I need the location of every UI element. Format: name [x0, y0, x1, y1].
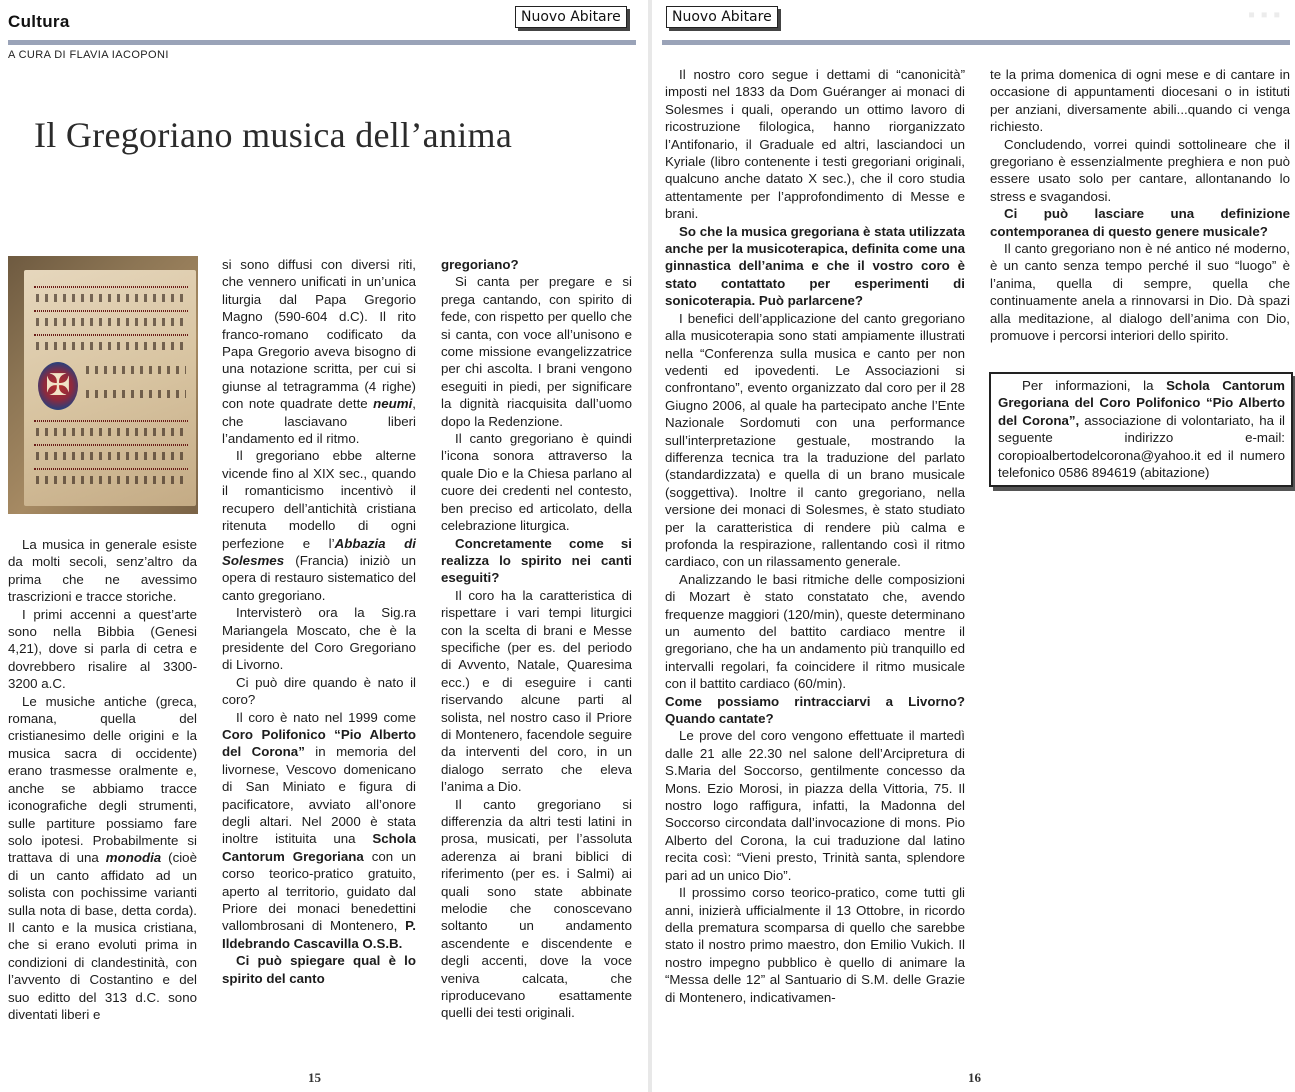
manuscript-page	[24, 270, 196, 506]
section-label: Cultura	[8, 12, 70, 31]
paragraph: Analizzando le basi ritmiche delle composizioni di Mozart è stato constatato che, avendo frequenze maggiori (120/min), queste determinano un aumento del battito cardiaco mentre il gregoriano, che ha un andamento più tranquillo ed intervalli regolari, fa coincidere il ritmo musicale con il battito cardiaco (60/min).	[665, 571, 965, 692]
paragraph: I benefici dell’applicazione del canto gregoriano alla musicoterapia sono stati ampiamente illustrati nella “Conferenza sulla musica e canto per non vedenti ed ipovedenti. Le Associazioni si confrontano”, evento organizzato dal coro per il 28 Giugno 2006, al quale ha partecipato anche l’Ente Nazionale Sordomuti con una performance sull’interpretazione gestuale, mostrando la differenza tecnica tra la traduzione del parlato (standardizzata) e quella di un brano musicale (soggettiva). Inoltre il canto gregoriano, nella versione dei monaci di Solesmes, è stato studiato per la caratteristica di rendere più calma e profonda la respirazione, rallentando così il ritmo cardiaco, con un rilassamento generale.	[665, 310, 965, 570]
abbey-name: Abbazia di Solesmes	[222, 535, 416, 568]
paragraph: Il canto gregoriano è quindi l’icona sonora attraverso la quale Dio e la Chiesa parlano al cuore dei credenti nel contesto, ben preciso ed articolato, della celebrazione liturgica.	[441, 431, 632, 534]
interview-question: So che la musica gregoriana è stata utilizzata anche per la musicoterapica, definita come una ginnastica dell’anima e che il vostro coro è stato contattato per esperimenti di sonicoterapia. Può parlarcene?	[665, 223, 965, 309]
article-column-5	[990, 66, 1290, 345]
organization-name: Schola Cantorum Gregoriana del Coro Polifonico “Pio Alberto del Corona”,	[998, 378, 1285, 428]
paragraph: La musica in generale esiste da molti secoli, senz’altro da prima che ne avessimo trascrizioni e tracce storiche.	[8, 537, 197, 605]
paragraph: I primi accenni a quest’arte sono nella Bibbia (Genesi 4,21), dove si parla di cetra e dovrebbero risalire al 3300-3200 a.C.	[8, 606, 197, 692]
paragraph: Si canta per pregare e si prega cantando, con spirito di fede, con rispetto per quello che si canta, con voce all’unisono e come missione evangelizzatrice per chi ascolta. I brani vengono eseguiti in piedi, per significare la dignità riacquisita dall’uomo dopo la Redenzione.	[441, 274, 632, 429]
illuminated-initial: ✠	[38, 362, 78, 410]
article-column-1	[8, 536, 197, 1023]
term-monodia: monodia	[105, 850, 162, 866]
paragraph: Il prossimo corso teorico-pratico, come tutti gli anni, inizierà ufficialmente il 13 Ottobre, in ricordo della prematura scomparsa di quello che sarebbe stato il nostro primo maestro, don Emilio Vukich. Il nostro impegno pubblico è quello di animare la “Messa delle 12” al Santuario di S.M. delle Grazie di Montenero, indicativamen-	[665, 885, 965, 1005]
paragraph: Il canto gregoriano non è né antico né moderno, è un canto senza tempo perché il suo “luogo” è l’anima, quella di sempre, quella che continuamente anela a rinnovarsi in Dio. Dà spazi alla meditazione, al dialogo dell’anima con Dio, promuove i percorsi interiori dello spirito.	[990, 241, 1290, 344]
paragraph: Le musiche antiche (greca, romana, quella del cristianesimo delle origini e la musica sacra di occidente) erano trasmesse oralmente e, anche se abbiamo tracce iconografiche degli strumenti, sulle partiture possiamo fare solo ipotesi. Probabilmente si trattava di una monodia (cioè di un canto affidato ad un solista con pochissime varianti sulla nota di base, detta corda). Il canto e la musica cristiana, che si erano evoluti prima in condizioni di clandestinità, con l’avvento di Costantino e del suo editto del 313 d.C. sono diventati liberi e	[8, 693, 197, 1022]
manuscript-photo	[8, 256, 198, 514]
paragraph: te la prima domenica di ogni mese e di cantare in occasione di appuntamenti diocesani o in istituti per anziani, diversamente abili...quando ci venga richiesto.	[990, 67, 1290, 135]
paragraph: Il nostro coro segue i dettami di “canonicità” imposti nel 1833 da Dom Guéranger ai monaci di Solesmes i quali, operando un ottimo lavoro di ricostruzione filologica, hanno riorganizzato l’Antifonario, il Graduale ed altri, lasciandoci un Kyriale (libro contenente i testi gregoriani originali, qualcuno anche datato X sec.), che il coro studia attentamente per l’approfondimento di Messe e brani.	[665, 67, 965, 222]
interview-question: Concretamente come si realizza lo spirito nei canti eseguiti?	[441, 535, 632, 586]
term-neumi: neumi	[373, 396, 413, 412]
page-number: 15	[308, 1070, 321, 1085]
priest-name: P. Ildebrando Cascavilla O.S.B.	[222, 918, 416, 951]
paragraph: si sono diffusi con diversi riti, che vennero unificati in un’unica liturgia dal Papa Gregorio Magno (590-604 d.C). Il rito franco-romano codificato da Papa Gregorio aveva bisogno di una notazione scritta, per cui si giunse al tetragramma (4 righe) con note quadrate dette neumi, che lasciavano liberi l’andamento ed il ritmo.	[222, 257, 416, 447]
byline: A CURA DI FLAVIA IACOPONI	[8, 49, 169, 61]
interview-question: Ci può lasciare una definizione contemporanea di questo genere musicale?	[990, 206, 1290, 239]
paragraph: Le prove del coro vengono effettuate il martedì dalle 21 alle 22.30 nel salone dell’Arcipretura di S.Maria del Soccorso, gentilmente concesso da Mons. Ezio Morosi, in piazza della Vittoria, 75. Il nostro logo raffigura, infatti, la Madonna del Soccorso circondata dall’invocazione di mons. Pio Alberto del Corona, la cui traduzione dal latino recita così: “Vieni presto, Trinità santa, splendore pari ad un unico Dio”.	[665, 728, 965, 883]
masthead-label: Nuovo Abitare	[515, 6, 627, 28]
schola-name: Schola Cantorum Gregoriana	[222, 831, 416, 864]
right-page	[652, 0, 1295, 1092]
header-rule	[662, 40, 1290, 45]
paragraph: Il canto gregoriano si differenzia da altri testi latini in prosa, musicati, per l’assoluta aderenza ai brani biblici di riferimento (per es. i Salmi) ai quali sono state abbinate melodie che conoscevano soltanto un andamento ascendente e discendente e degli accenti, dove la voce veniva calcata, che riproducevano esattamente quelli dei testi originali.	[441, 796, 632, 1021]
page-number: 16	[968, 1070, 981, 1085]
interview-question: gregoriano?	[441, 257, 519, 272]
paragraph: Il coro è nato nel 1999 come Coro Polifonico “Pio Alberto del Corona” in memoria del livornese, Vescovo domenicano di San Miniato e figura di pacificatore, avviato all’onore degli altari. Nel 2000 è stata inoltre istituita una Schola Cantorum Gregoriana con un corso teorico-pratico gratuito, aperto al territorio, guidato dal Priore dei monaci benedettini vallombrosani di Montenero, P. Ildebrando Cascavilla O.S.B.	[222, 709, 416, 951]
paragraph: Ci può dire quando è nato il coro?	[222, 674, 416, 708]
article-column-3	[441, 256, 632, 1022]
header-rule	[8, 40, 636, 45]
article-column-4	[665, 66, 965, 1006]
paragraph: Il coro ha la caratteristica di rispettare i vari tempi liturgici con la scelta di brani e Messe specifiche (per es. del periodo di Avvento, Natale, Quaresima ecc.) e di eseguire i canti riservando alcune parti al solista, nel nostro caso il Priore di Montenero, facendole seguire da interventi del coro, in un dialogo serrato che eleva l’anima a Dio.	[441, 587, 632, 795]
choir-name: Coro Polifonico “Pio Alberto del Corona”	[222, 726, 416, 760]
paragraph: Intervisterò ora la Sig.ra Mariangela Moscato, che è la presidente del Coro Gregoriano di Livorno.	[222, 605, 416, 673]
paragraph: Concludendo, vorrei quindi sottolineare che il gregoriano è essenzialmente preghiera e non può essere usato solo per cantare, allontanando lo stress e svagandosi.	[990, 136, 1290, 204]
interview-question: Ci può spiegare qual è lo spirito del canto	[222, 953, 416, 986]
article-column-2	[222, 256, 416, 987]
article-headline: Il Gregoriano musica dell’anima	[34, 115, 513, 155]
contact-text: Per informazioni, la Schola Cantorum Gregoriana del Coro Polifonico “Pio Alberto del Corona”, associazione di volontariato, ha il seguente indirizzo e-mail: coropioalbertodelcorona@yahoo.it ed il numero telefonico 0586 894619 (abitazione)	[998, 378, 1285, 481]
contact-info-box	[989, 372, 1293, 487]
bleed-through-text: ▪ ▪ ▪	[1248, 4, 1281, 26]
masthead-label: Nuovo Abitare	[666, 6, 778, 28]
interview-question: Come possiamo rintracciarvi a Livorno? Quando cantate?	[665, 693, 965, 727]
paragraph: Il gregoriano ebbe alterne vicende fino al XIX sec., quando il romanticismo incentivò il recupero dell’antichità cristiana ritenuta modello di ogni perfezione e l’Abbazia di Solesmes (Francia) iniziò un opera di restauro sistematico del canto gregoriano.	[222, 448, 416, 603]
